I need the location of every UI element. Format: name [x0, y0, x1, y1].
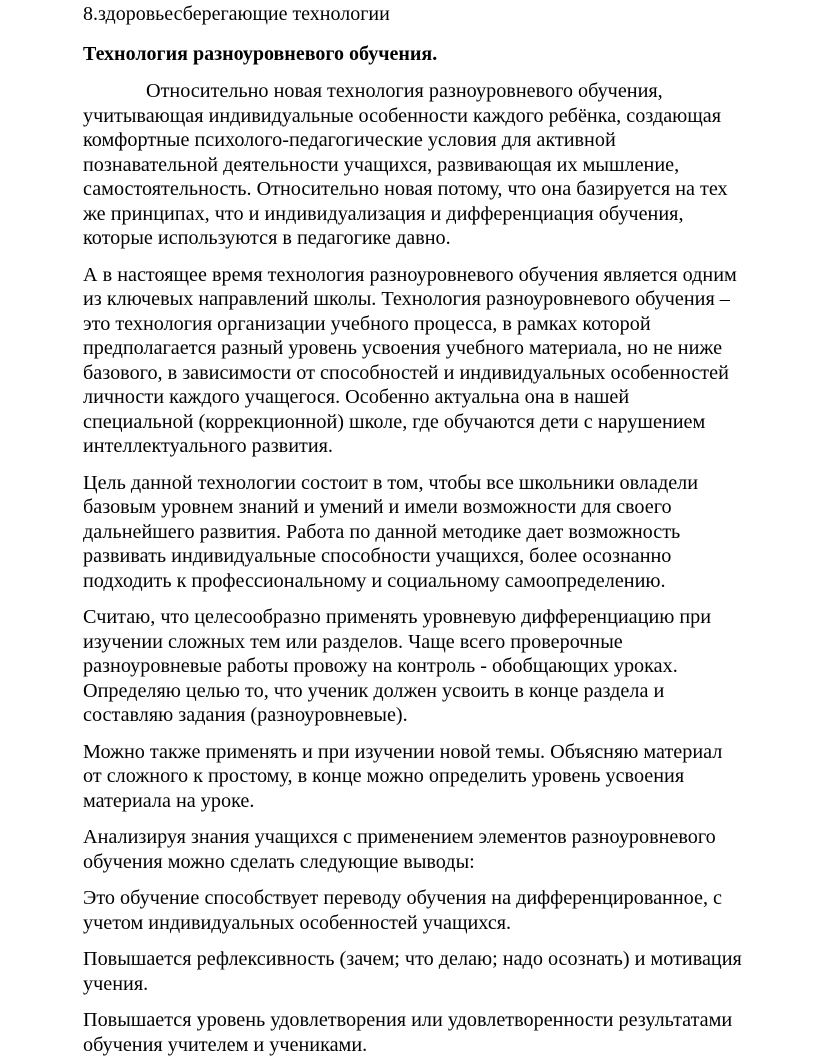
- paragraph-conclusion-1: Это обучение способствует переводу обучения на дифференцированное, с учетом индивидуальных особенностей учащихся.: [83, 887, 723, 934]
- paragraph-analysis: Анализируя знания учащихся с применением элементов разноуровневого обучения можно сделать следующие выводы:: [83, 826, 716, 873]
- document-title: Технология разноуровневого обучения.: [83, 43, 438, 65]
- paragraph-conclusion-2: Повышается рефлексивность (зачем; что делаю; надо осознать) и мотивация учения.: [83, 948, 742, 995]
- document-page: [83, 0, 743, 1057]
- paragraph-new-topic: Можно также применять и при изучении новой темы. Объясняю материал от сложного к простому, в конце можно определить уровень усвоения материала на уроке.: [83, 740, 723, 812]
- paragraph-goal: Цель данной технологии состоит в том, чтобы все школьники овладели базовым уровнем знаний и умений и имели возможности для своего дальнейшего развития. Работа по данной методике дает возможность развивать индивидуальные способности учащихся, более осознанно подходить к профессиональному и социальному самоопределению.: [83, 471, 699, 592]
- section-header: 8.здоровьесберегающие технологии: [83, 3, 390, 25]
- paragraph-current-direction: А в настоящее время технология разноуровневого обучения является одним из ключевых направлений школы. Технология разноуровневого обучения – это технология организации учебного процесса, в рамках которой предполагается разный уровень усвоения учебного материала, но не ниже базового, в зависимости от способностей и индивидуальных особенностей личности каждого учащегося. Особенно актуальна она в нашей специальной (коррекционной) школе, где обучаются дети с нарушением интеллектуального развития.: [83, 263, 737, 457]
- paragraph-conclusion-3: Повышается уровень удовлетворения или удовлетворенности результатами обучения учителем и учениками.: [83, 1009, 733, 1056]
- paragraph-intro: Относительно новая технология разноуровневого обучения, учитывающая индивидуальные особенности каждого ребёнка, создающая комфортные психолого-педагогические условия для активной познавательной деятельности учащихся, развивающая их мышление, самостоятельность. Относительно новая потому, что она базируется на тех же принципах, что и индивидуализация и дифференциация обучения, которые используются в педагогике давно.: [83, 80, 728, 249]
- paragraph-application: Считаю, что целесообразно применять уровневую дифференциацию при изучении сложных тем или разделов. Чаще всего проверочные разноуровневые работы провожу на контроль - обобщающих уроках. Определяю целью то, что ученик должен усвоить в конце раздела и составляю задания (разноуровневые).: [83, 606, 712, 726]
